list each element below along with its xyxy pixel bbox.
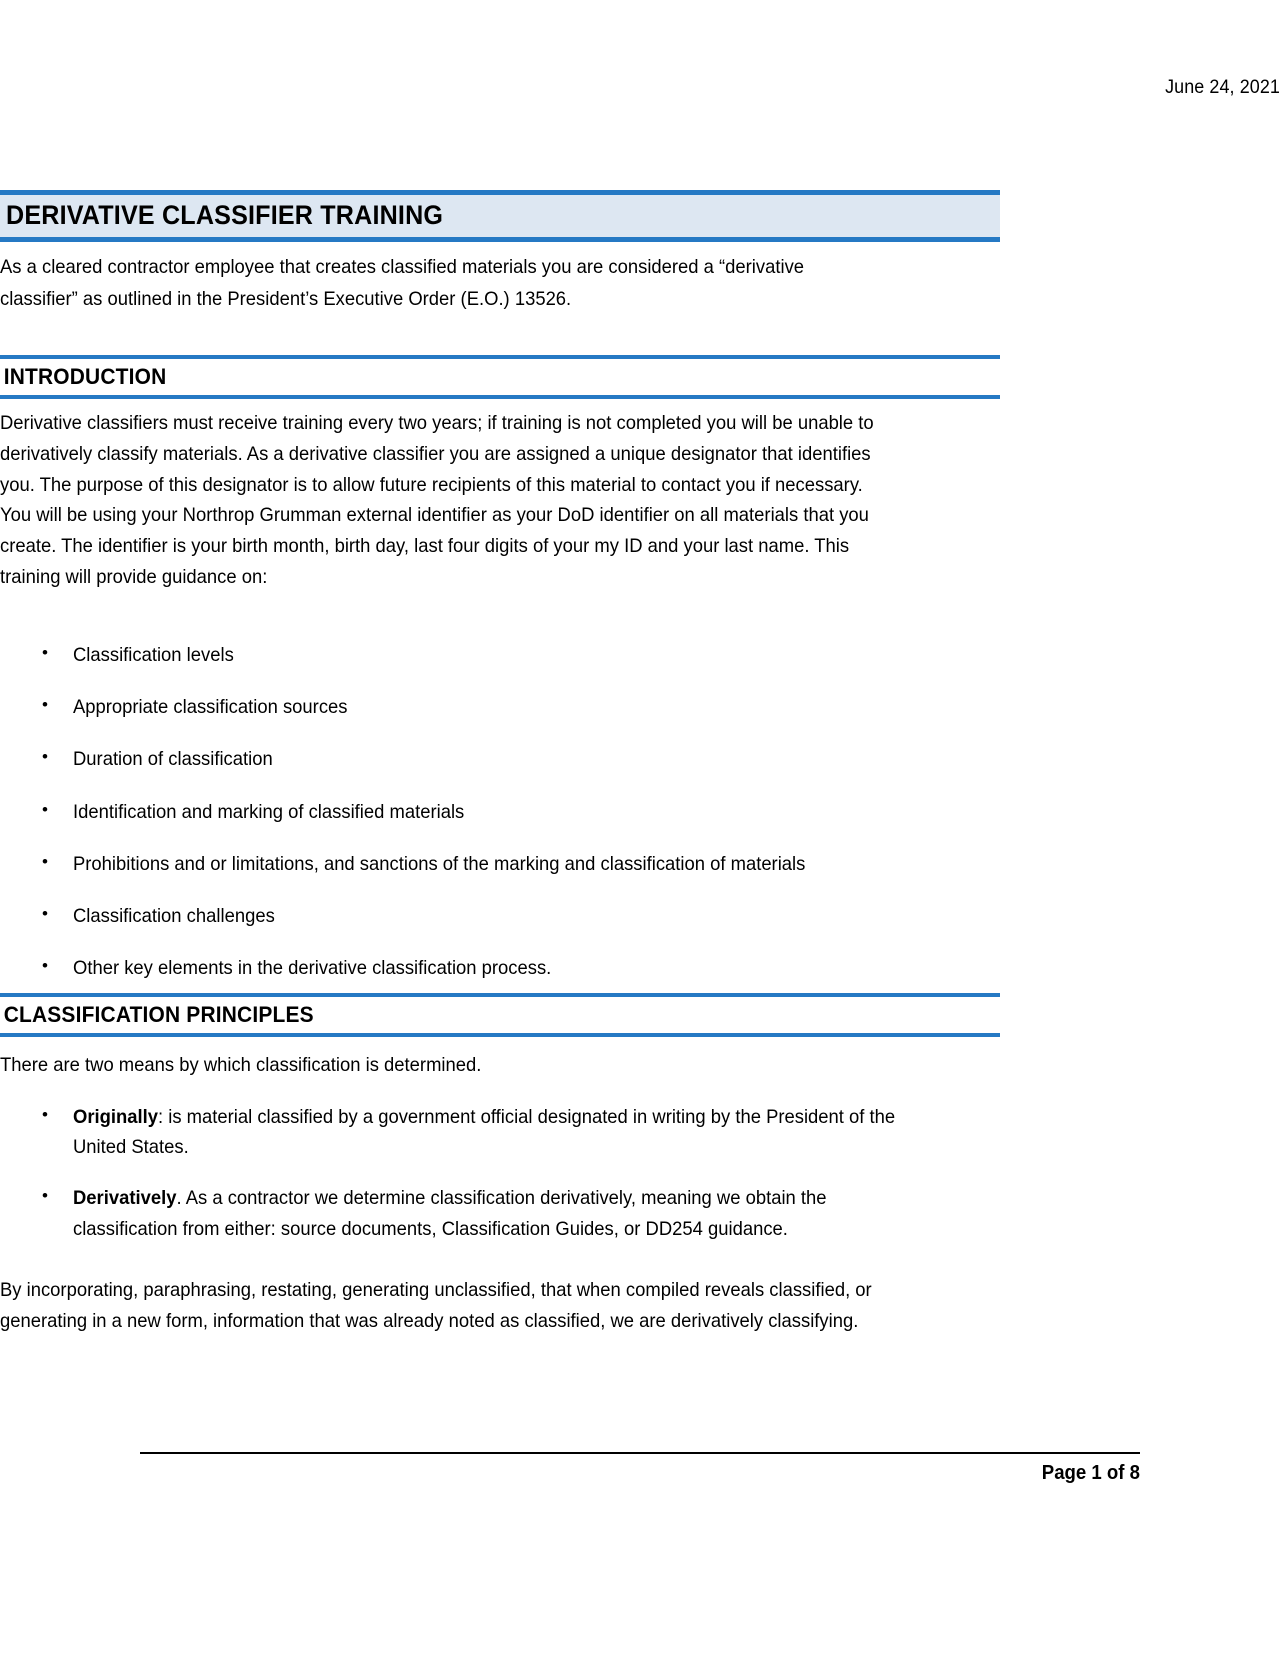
bullet-icon: • <box>42 851 48 871</box>
classification-principles-paragraph: There are two means by which classification is determined. <box>0 1054 482 1076</box>
section-rule-bottom <box>0 395 1000 399</box>
bullet-icon: • <box>42 904 48 924</box>
bullet-icon: • <box>42 799 48 819</box>
list-item-label: Classification levels <box>73 644 234 666</box>
list-item <box>0 744 940 774</box>
title-lede-paragraph: As a cleared contractor employee that creates classified materials you are considered a “derivative classifier” as outlined in the President’s Executive Order (E.O.) 13526. <box>0 256 805 310</box>
bullet-icon: • <box>42 1186 48 1206</box>
document-title-block <box>0 190 1000 242</box>
list-item-label: Other key elements in the derivative classification process. <box>73 957 552 980</box>
list-item-label <box>73 1183 911 1243</box>
list-item-label <box>73 1102 911 1162</box>
bullet-icon: • <box>42 695 48 715</box>
list-item-label: Identification and marking of classified materials <box>73 800 465 823</box>
list-item-lead: Originally <box>73 1106 159 1128</box>
list-item-rest: : is material classified by a government official designated in writing by the President of the United States. <box>73 1106 896 1159</box>
classification-principles-bullet-list <box>0 1102 960 1265</box>
list-item <box>0 901 940 931</box>
section-heading-introduction <box>0 355 1000 399</box>
list-item-label: Duration of classification <box>73 748 273 771</box>
list-item <box>0 1183 960 1243</box>
title-rule-bottom <box>0 237 1000 242</box>
page-title: DERIVATIVE CLASSIFIER TRAINING <box>6 200 444 230</box>
list-item-label: Classification challenges <box>73 905 275 928</box>
page-number: Page 1 of 8 <box>1041 1462 1140 1484</box>
list-item <box>0 640 940 670</box>
title-fill <box>0 195 1000 237</box>
introduction-bullet-list <box>0 640 940 1006</box>
list-item <box>0 797 940 827</box>
list-item-label: Prohibitions and or limitations, and sanctions of the marking and classification of materials <box>73 852 806 875</box>
bullet-icon: • <box>42 1105 48 1124</box>
section-title: CLASSIFICATION PRINCIPLES <box>3 1002 314 1027</box>
bullet-icon: • <box>42 643 48 662</box>
list-item-lead: Derivatively <box>73 1187 177 1210</box>
section-title: INTRODUCTION <box>3 364 167 389</box>
classification-principles-closing-paragraph: By incorporating, paraphrasing, restating, generating unclassified, that when compiled reveals classified, or generating in a new form, information that was already noted as classified, we are derivatively classifying. <box>0 1279 872 1332</box>
list-item-label: Appropriate classification sources <box>73 696 348 719</box>
list-item <box>0 1102 960 1162</box>
list-item-rest: . As a contractor we determine classification derivatively, meaning we obtain the classification from either: source documents, Classification Guides, or DD254 guidance. <box>73 1187 827 1240</box>
bullet-icon: • <box>42 956 48 976</box>
introduction-paragraph: Derivative classifiers must receive training every two years; if training is not completed you will be unable to derivatively classify materials. As a derivative classifier you are assigned a unique designator that identifies you. The purpose of this designator is to allow future recipients of this material to contact you if necessary. You will be using your Northrop Grumman external identifier as your DoD identifier on all materials that you create. The identifier is your birth month, birth day, last four digits of your my ID and your last name. This training will provide guidance on: <box>0 412 874 588</box>
list-item <box>0 692 940 722</box>
list-item <box>0 849 940 879</box>
bullet-icon: • <box>42 747 48 767</box>
footer-rule <box>140 1452 1140 1454</box>
list-item <box>0 953 940 983</box>
section-rule-bottom <box>0 1033 1000 1037</box>
document-date: June 24, 2021 <box>1165 76 1280 98</box>
section-heading-classification-principles <box>0 993 1000 1037</box>
